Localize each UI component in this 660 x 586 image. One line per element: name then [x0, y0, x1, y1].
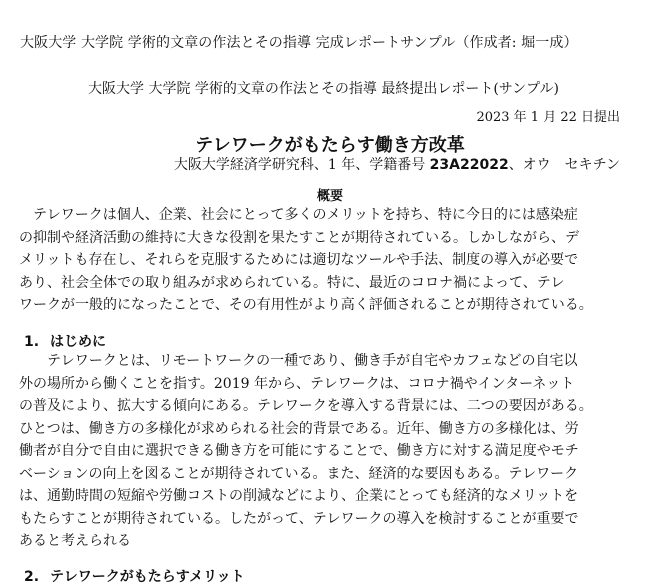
- body-line: テレワークとは、リモートワークの一種であり、働き手が自宅やカフェなどの自宅以: [19, 353, 578, 369]
- abstract-heading: 概要: [316, 189, 343, 204]
- body-line: もたらすことが期待されている。したがって、テレワークの導入を検討することが重要で: [19, 510, 579, 527]
- report-title: テレワークがもたらす働き方改革: [195, 135, 465, 156]
- author-line: [174, 154, 620, 174]
- section-number: 2.: [24, 569, 40, 585]
- body-line: の普及により、拡大する傾向にある。テレワークを導入する背景には、二つの要因がある。: [19, 398, 593, 414]
- body-line: ひとつは、働き方の多様化が求められる社会的背景である。近年、働き方の多様化は、労: [19, 420, 579, 437]
- abstract-line: テレワークは個人、企業、社会にとって多くのメリットを持ち、特に今日的には感染症: [19, 207, 578, 223]
- section-number: 1.: [24, 334, 40, 350]
- author-name: 、オウ セキチン: [508, 157, 620, 173]
- body-line: は、通勤時間の短縮や労働コストの削減などにより、企業にとっても経済的なメリットを: [19, 488, 579, 504]
- running-header: 大阪大学 大学院 学術的文章の作法とその指導 完成レポートサンプル（作成者: 堀一成）: [20, 35, 578, 51]
- section-heading-introduction: [24, 331, 106, 351]
- body-line: ベーションの向上を図ることが期待されている。また、経済的な要因もある。テレワーク: [19, 465, 579, 482]
- student-id: 23A22022: [429, 157, 509, 173]
- abstract-body: [19, 204, 645, 317]
- author-affiliation: 大阪大学経済学研究科、1 年、学籍番号: [173, 157, 426, 173]
- section-title: テレワークがもたらすメリット: [50, 569, 245, 585]
- abstract-line: ワークが一般的になったことで、その有用性がより高く評価されることが期待されている。: [19, 297, 593, 313]
- submission-date: 2023 年 1 月 22 日提出: [476, 110, 620, 125]
- report-subtitle: 大阪大学 大学院 学術的文章の作法とその指導 最終提出レポート(サンプル): [88, 81, 560, 97]
- body-line: 働者が自分で自由に選択できる働き方を可能にすることで、働き方に対する満足度やモチ: [19, 443, 579, 459]
- abstract-line: の抑制や経済活動の維持に大きな役割を果たすことが期待されている。しかしながら、デ: [19, 229, 579, 246]
- section-heading-merits: [24, 566, 245, 586]
- body-line: 外の場所から働くことを指す。2019 年から、テレワークは、コロナ禍やインターネット: [19, 375, 575, 392]
- abstract-line: あり、社会全体での取り組みが求められている。特に、最近のコロナ禍によって、テレ: [19, 274, 565, 291]
- section-body-introduction: [19, 350, 645, 553]
- abstract-line: メリットも存在し、それらを克服するためには適切なツールや手法、制度の導入が必要で: [19, 252, 579, 268]
- body-line: あると考えられる: [19, 533, 131, 549]
- section-title: はじめに: [50, 334, 106, 350]
